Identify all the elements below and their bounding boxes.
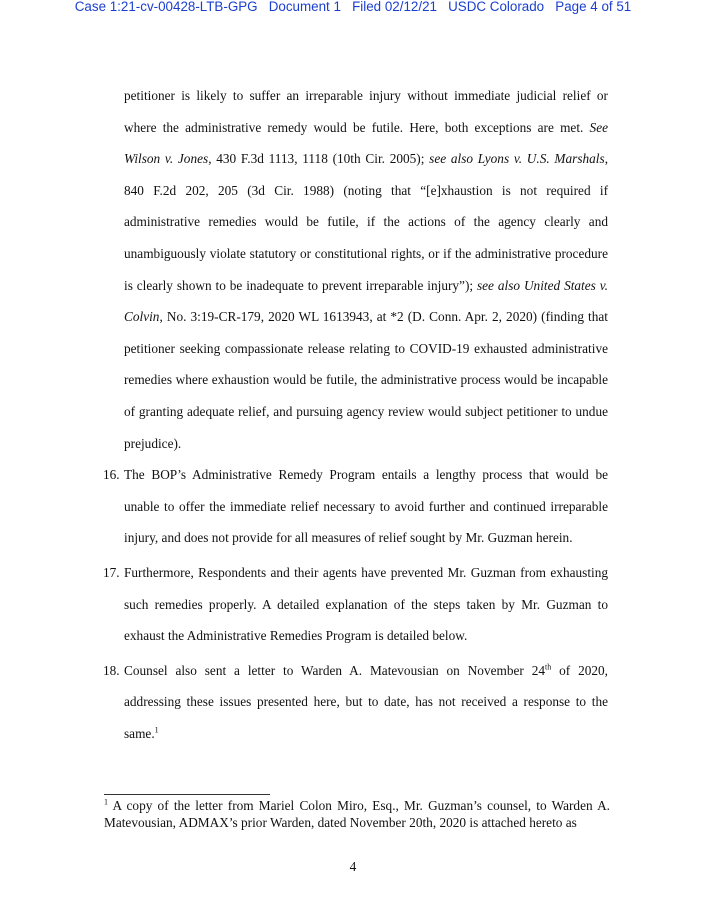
document-body xyxy=(103,80,609,749)
text-run: , 430 F.3d 1113, 1118 (10th Cir. 2005); xyxy=(208,151,430,167)
paragraph-number: 17. xyxy=(103,564,120,580)
citation-italic: see also United States v. Colvin xyxy=(124,277,608,325)
footnote-separator xyxy=(104,794,270,795)
text-run: , No. 3:19-CR-179, 2020 WL 1613943, at *2 (D. Conn. Apr. 2, 2020) (finding that petitioner seeking compassionate release relating to COVID-19 exhausted administrative remedies where exhaustion would be futile, the administrative process would be incapable of granting adequate relief, and pursuing agency review would subject petitioner to undue prejudice). xyxy=(124,309,608,451)
paragraph-continuation xyxy=(124,80,608,459)
numbered-paragraph-17 xyxy=(103,557,608,652)
citation-italic: see also Lyons v. U.S. Marshals xyxy=(429,151,605,167)
numbered-paragraph-18 xyxy=(103,655,608,750)
paragraph-text: of 2020, addressing these issues presented here, but to date, has not received a response to the same. xyxy=(124,662,608,741)
page-number: 4 xyxy=(349,859,357,874)
paragraph-text: Furthermore, Respondents and their agents have prevented Mr. Guzman from exhausting such remedies properly. A detailed explanation of the steps taken by Mr. Guzman to exhaust the Administrative Remedies Program is detailed below. xyxy=(124,564,608,644)
superscript-ordinal: th xyxy=(545,662,552,672)
paragraph-number: 16. xyxy=(103,467,120,483)
citation-italic: See Wilson v. Jones xyxy=(124,119,608,167)
text-run: , 840 F.2d 202, 205 (3d Cir. 1988) (noting that “[e]xhaustion is not required if administrative remedies would be futile, if the actions of the agency clearly and unambiguously violate statutory or constitutional rights, or if the administrative procedure is clearly shown to be inadequate to prevent irreparable injury”); xyxy=(124,151,609,293)
paragraph-text: Counsel also sent a letter to Warden A. Matevousian on November 24 xyxy=(124,662,545,678)
footnote-marker: 1 xyxy=(104,797,108,807)
numbered-paragraph-16 xyxy=(103,459,608,554)
text-run: petitioner is likely to suffer an irreparable injury without immediate judicial relief or where the administrative remedy would be futile. Here, both exceptions are met. xyxy=(124,88,608,135)
court-filing-header: Case 1:21-cv-00428-LTB-GPG Document 1 Filed 02/12/21 USDC Colorado Page 4 of 51 xyxy=(74,0,632,14)
paragraph-number: 18. xyxy=(103,662,120,678)
paragraph-text: The BOP’s Administrative Remedy Program entails a lengthy process that would be unable to offer the immediate relief necessary to avoid further and continued irreparable injury, and does not provide for all measures of relief sought by Mr. Guzman herein. xyxy=(124,467,608,546)
footnote-1 xyxy=(104,798,610,831)
footnote-text: A copy of the letter from Mariel Colon Miro, Esq., Mr. Guzman’s counsel, to Warden A. Matevousian, ADMAX’s prior Warden, dated November 20th, 2020 is attached hereto as xyxy=(104,798,610,830)
footnote-reference[interactable]: 1 xyxy=(154,725,159,735)
